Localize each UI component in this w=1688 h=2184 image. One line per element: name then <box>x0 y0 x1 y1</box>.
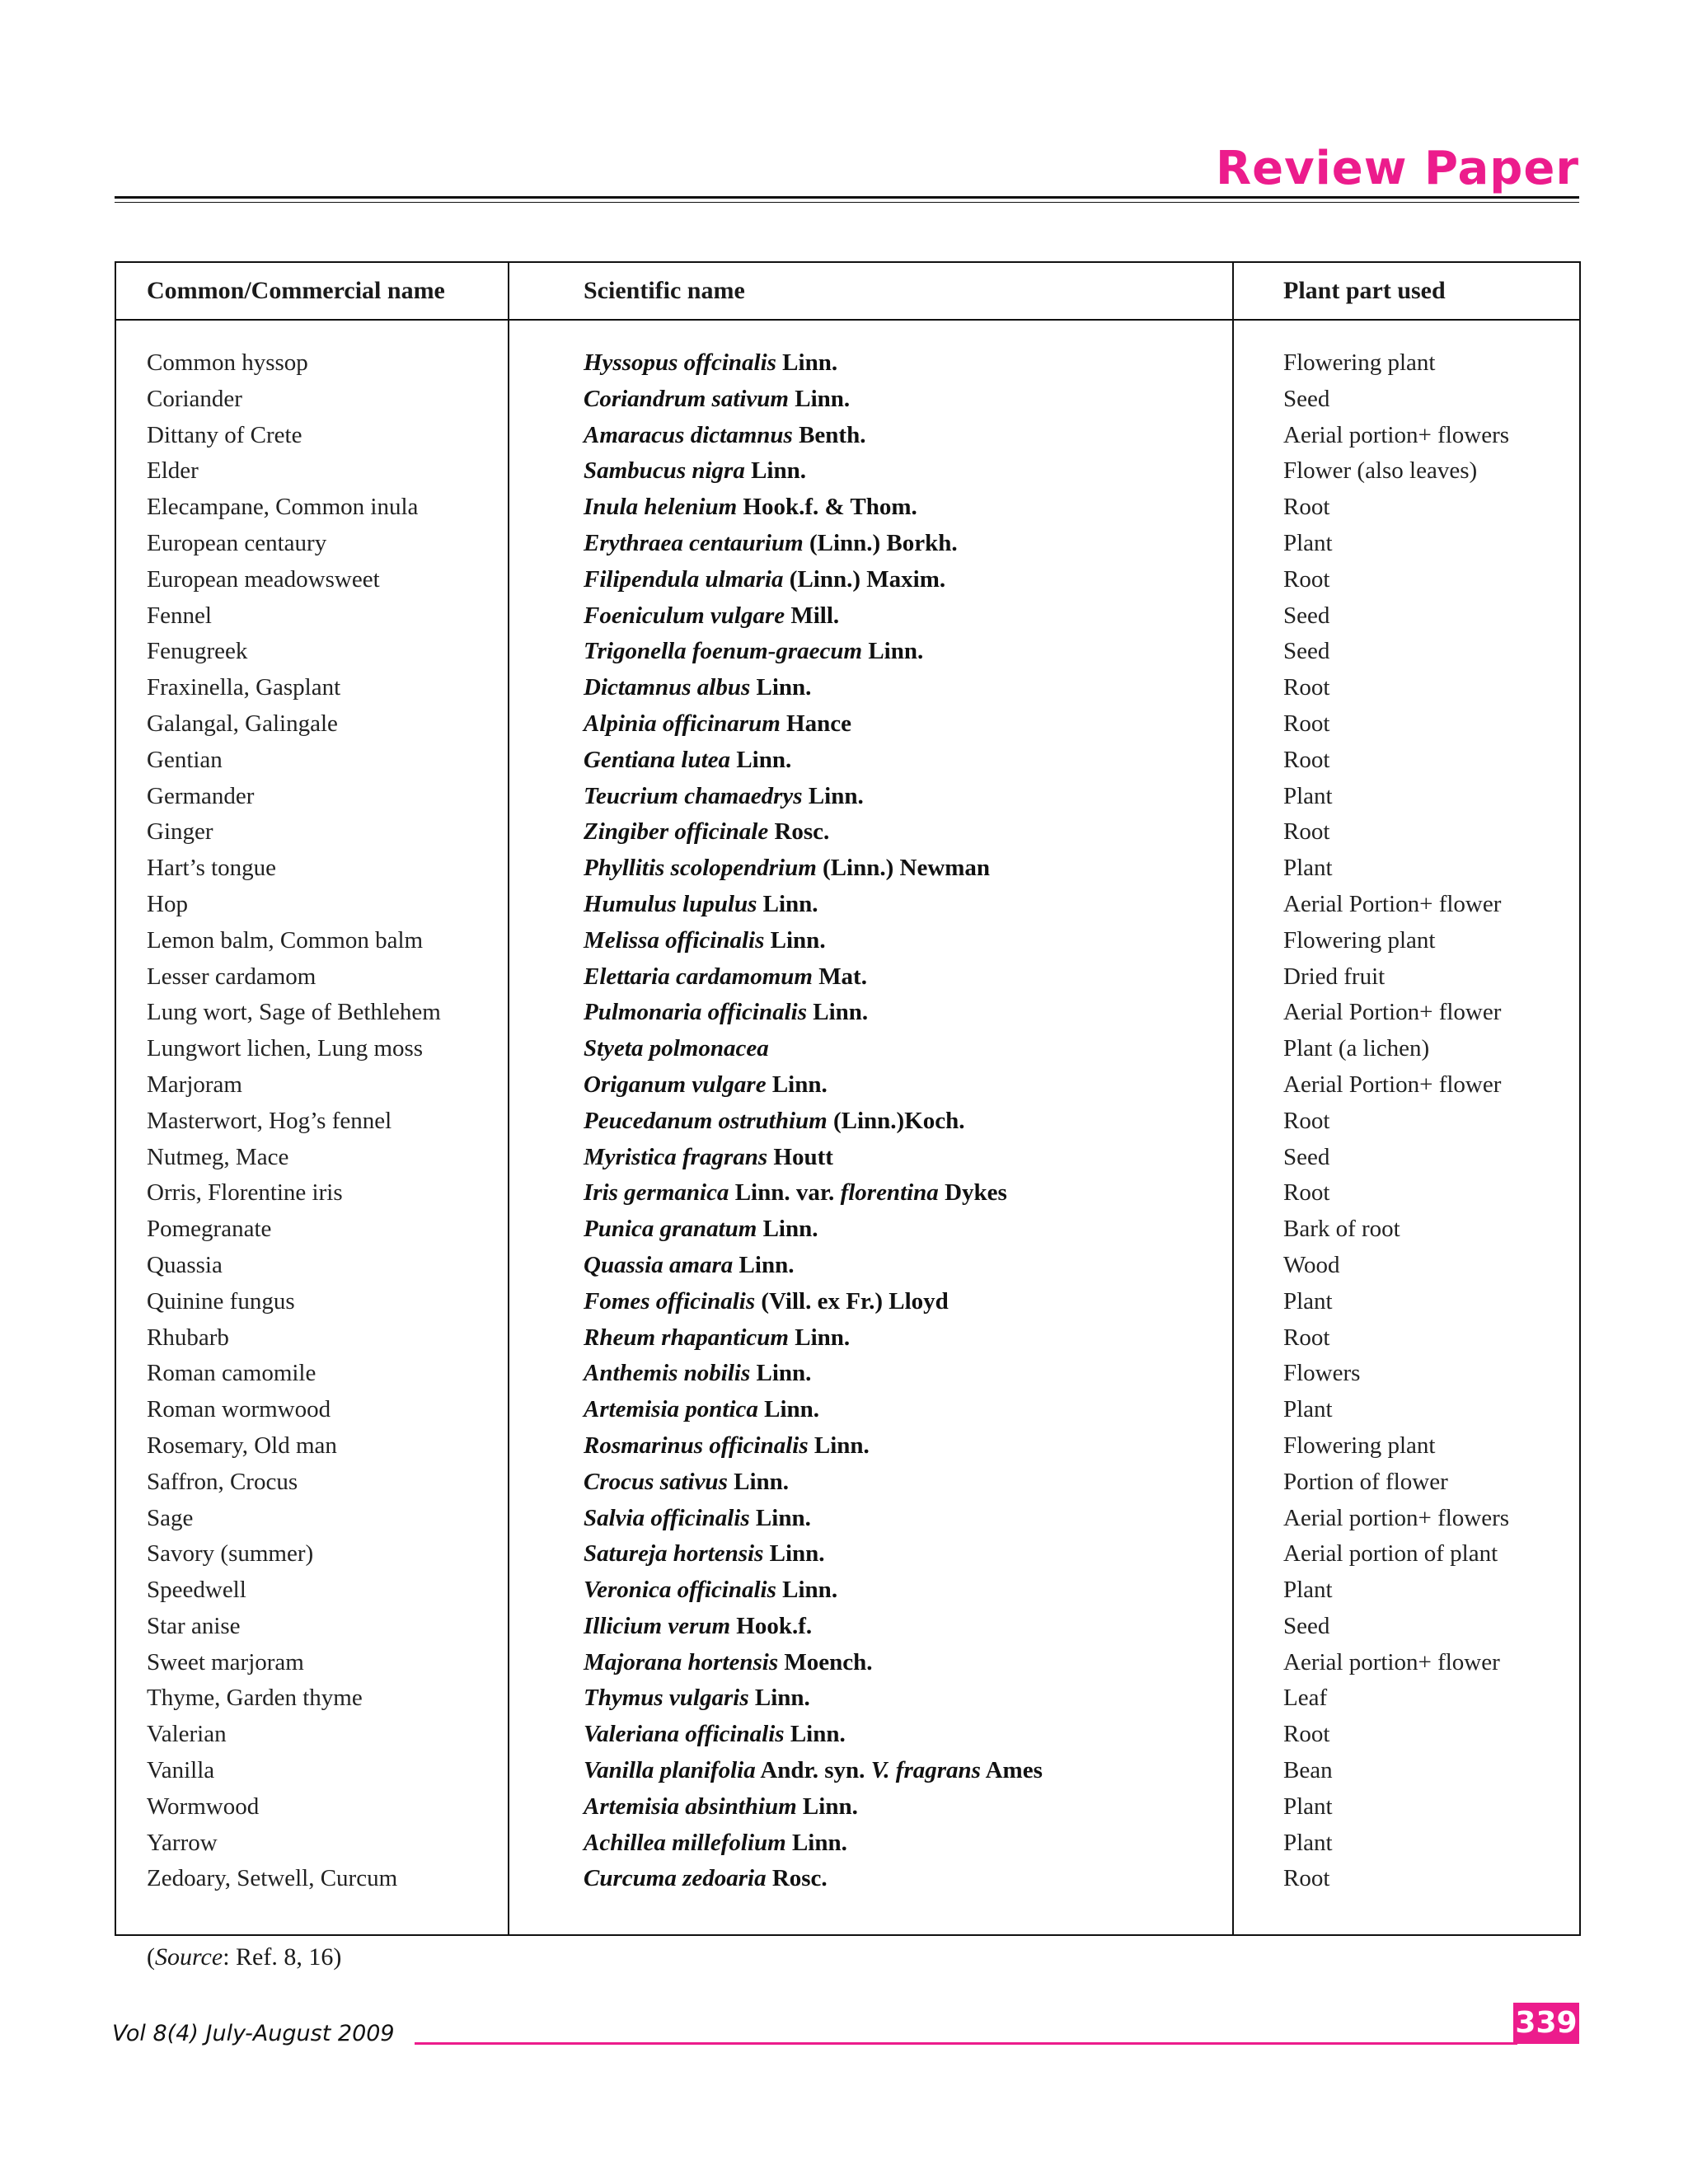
authority-name: Hance <box>786 710 851 737</box>
common-name-cell: Elder <box>147 457 199 485</box>
plant-part-cell: Root <box>1283 1865 1330 1892</box>
plant-part-cell: Flowering plant <box>1283 926 1436 954</box>
authority-name: Dykes <box>945 1179 1007 1207</box>
column-header-scientific-name: Scientific name <box>584 277 745 304</box>
plant-part-cell: Root <box>1283 1324 1330 1351</box>
common-name-cell: European centaury <box>147 529 327 556</box>
common-name-cell: Coriander <box>147 385 242 412</box>
table-row <box>116 1825 1579 1862</box>
footer-rule <box>415 2042 1517 2045</box>
common-name-cell: Thyme, Garden thyme <box>147 1685 363 1712</box>
plant-part-cell: Root <box>1283 494 1330 521</box>
scientific-name-cell <box>584 1067 828 1104</box>
plant-part-cell: Wood <box>1283 1251 1340 1278</box>
source-open-paren: ( <box>147 1943 155 1971</box>
common-name-cell: Masterwort, Hog’s fennel <box>147 1107 392 1134</box>
authority-name: Rosc. <box>774 818 830 846</box>
scientific-name-cell <box>584 743 791 779</box>
table-row <box>116 851 1579 887</box>
plant-part-cell: Root <box>1283 674 1330 701</box>
scientific-name-cell <box>584 490 917 526</box>
species-name: Thymus vulgaris <box>584 1685 749 1712</box>
species-name: Anthemis nobilis <box>584 1360 751 1387</box>
table-row <box>116 706 1579 743</box>
table-row <box>116 418 1579 454</box>
authority-name: Rosc. <box>771 1865 828 1892</box>
species-name: Pulmonaria officinalis <box>584 999 807 1026</box>
species-name: Erythraea centaurium <box>584 529 804 556</box>
scientific-name-cell <box>584 851 990 887</box>
table-row <box>116 1284 1579 1320</box>
common-name-cell: European meadowsweet <box>147 565 380 593</box>
table-row <box>116 382 1579 418</box>
species-name: florentina <box>840 1179 939 1207</box>
table-row <box>116 1536 1579 1572</box>
scientific-name-cell <box>584 1501 811 1537</box>
species-name: Fomes officinalis <box>584 1287 756 1315</box>
scientific-name-cell <box>584 1645 872 1681</box>
common-name-cell: Rhubarb <box>147 1324 229 1351</box>
plant-part-cell: Flowers <box>1283 1360 1361 1387</box>
scientific-name-cell <box>584 814 829 851</box>
species-name: Phyllitis scolopendrium <box>584 855 817 882</box>
species-name: Satureja hortensis <box>584 1540 764 1568</box>
species-name: Rheum rhapanticum <box>584 1324 789 1351</box>
table-row <box>116 1717 1579 1753</box>
authority-name: Hook.f. <box>736 1612 813 1639</box>
scientific-name-cell <box>584 1248 794 1284</box>
common-name-cell: Wormwood <box>147 1793 260 1820</box>
scientific-name-cell <box>584 1680 810 1717</box>
authority-name: (Linn.)Koch. <box>832 1107 965 1134</box>
scientific-name-cell <box>584 923 826 959</box>
table-row <box>116 1753 1579 1789</box>
authority-name: (Vill. ex Fr.) Lloyd <box>761 1287 949 1315</box>
table-row <box>116 1104 1579 1140</box>
scientific-name-cell <box>584 706 851 743</box>
plant-part-cell: Plant <box>1283 1396 1333 1423</box>
scientific-name-cell <box>584 959 867 996</box>
table-row <box>116 562 1579 598</box>
table-row <box>116 779 1579 815</box>
species-name: Melissa officinalis <box>584 926 765 954</box>
common-name-cell: Roman wormwood <box>147 1396 331 1423</box>
table-row <box>116 814 1579 851</box>
common-name-cell: Rosemary, Old man <box>147 1432 337 1459</box>
scientific-name-cell <box>584 418 865 454</box>
scientific-name-cell <box>584 1104 965 1140</box>
plant-part-cell: Root <box>1283 1107 1330 1134</box>
species-name: Elettaria cardamomum <box>584 963 813 990</box>
common-name-cell: Lung wort, Sage of Bethlehem <box>147 999 441 1026</box>
common-name-cell: Yarrow <box>147 1829 218 1856</box>
authority-name: Houtt <box>773 1143 833 1170</box>
scientific-name-cell <box>584 670 811 706</box>
authority-name: Linn. <box>795 385 851 412</box>
table-row <box>116 1861 1579 1897</box>
species-name: Valeriana officinalis <box>584 1721 785 1748</box>
authority-name: Linn. <box>808 782 864 809</box>
plant-part-cell: Bark of root <box>1283 1216 1400 1243</box>
common-name-cell: Pomegranate <box>147 1216 272 1243</box>
table-row <box>116 526 1579 562</box>
authority-name: Linn. var. <box>734 1179 835 1207</box>
common-name-cell: Saffron, Crocus <box>147 1468 298 1495</box>
common-name-cell: Hop <box>147 890 188 917</box>
common-name-cell: Valerian <box>147 1721 227 1748</box>
species-name: Origanum vulgare <box>584 1071 767 1098</box>
plant-part-cell: Seed <box>1283 1612 1330 1639</box>
table-row <box>116 1645 1579 1681</box>
table-row <box>116 1320 1579 1357</box>
species-name: Myristica fragrans <box>584 1143 768 1170</box>
plant-part-cell: Aerial portion+ flowers <box>1283 421 1510 448</box>
authority-name: Linn. <box>813 999 869 1026</box>
plant-part-cell: Aerial Portion+ flower <box>1283 1071 1502 1098</box>
plant-part-cell: Aerial portion+ flowers <box>1283 1504 1510 1531</box>
scientific-name-cell <box>584 1356 811 1392</box>
table-row <box>116 995 1579 1031</box>
table-row <box>116 1501 1579 1537</box>
species-name: Humulus lupulus <box>584 890 757 917</box>
common-name-cell: Nutmeg, Mace <box>147 1143 289 1170</box>
scientific-name-cell <box>584 634 923 670</box>
plant-part-cell: Leaf <box>1283 1685 1328 1712</box>
scientific-name-cell <box>584 1572 837 1609</box>
common-name-cell: Fenugreek <box>147 638 248 665</box>
common-name-cell: Zedoary, Setwell, Curcum <box>147 1865 398 1892</box>
plant-part-cell: Root <box>1283 710 1330 737</box>
scientific-name-cell <box>584 1031 769 1067</box>
table-row <box>116 345 1579 382</box>
common-name-cell: Dittany of Crete <box>147 421 302 448</box>
species-name: Zingiber officinale <box>584 818 769 846</box>
common-name-cell: Quinine fungus <box>147 1287 295 1315</box>
scientific-name-cell <box>584 1861 828 1897</box>
scientific-name-cell <box>584 382 850 418</box>
authority-name: Mill. <box>790 602 840 629</box>
scientific-name-cell <box>584 779 864 815</box>
plant-part-cell: Plant <box>1283 782 1333 809</box>
species-name: Salvia officinalis <box>584 1504 750 1531</box>
table-row <box>116 670 1579 706</box>
plant-part-cell: Plant <box>1283 1829 1333 1856</box>
plant-part-cell: Flowering plant <box>1283 349 1436 376</box>
authority-name: Linn. <box>868 638 924 665</box>
species-name: Iris germanica <box>584 1179 729 1207</box>
species-name: Quassia amara <box>584 1251 734 1278</box>
plant-part-cell: Root <box>1283 746 1330 773</box>
table-row <box>116 490 1579 526</box>
plant-part-cell: Portion of flower <box>1283 1468 1448 1495</box>
species-name: Artemisia absinthium <box>584 1793 797 1820</box>
authority-name: Linn. <box>736 746 792 773</box>
authority-name: Linn. <box>756 1360 812 1387</box>
scientific-name-cell <box>584 1140 833 1176</box>
authority-name: Hook.f. & Thom. <box>743 494 917 521</box>
species-name: Dictamnus albus <box>584 674 751 701</box>
scientific-name-cell <box>584 1753 1043 1789</box>
column-header-common-name: Common/Commercial name <box>147 277 445 304</box>
common-name-cell: Quassia <box>147 1251 223 1278</box>
common-name-cell: Fraxinella, Gasplant <box>147 674 341 701</box>
section-title: Review Paper <box>1215 142 1579 195</box>
common-name-cell: Roman camomile <box>147 1360 316 1387</box>
scientific-name-cell <box>584 1284 949 1320</box>
species-name: Teucrium chamaedrys <box>584 782 803 809</box>
common-name-cell: Fennel <box>147 602 212 629</box>
header-rule-thin <box>115 202 1579 203</box>
species-name: Sambucus nigra <box>584 457 745 485</box>
species-name: Gentiana lutea <box>584 746 731 773</box>
species-name: Foeniculum vulgare <box>584 602 785 629</box>
common-name-cell: Speedwell <box>147 1577 246 1604</box>
plant-table <box>115 261 1581 1936</box>
source-text: : Ref. 8, 16) <box>223 1943 342 1971</box>
authority-name: (Linn.) Borkh. <box>809 529 958 556</box>
species-name: Illicium verum <box>584 1612 731 1639</box>
authority-name: Linn. <box>782 1577 838 1604</box>
authority-name: Mat. <box>818 963 867 990</box>
table-row <box>116 1392 1579 1428</box>
authority-name: Linn. <box>738 1251 795 1278</box>
scientific-name-cell <box>584 345 837 382</box>
plant-part-cell: Aerial portion of plant <box>1283 1540 1498 1568</box>
authority-name: Linn. <box>814 1432 870 1459</box>
common-name-cell: Galangal, Galingale <box>147 710 338 737</box>
table-body <box>116 345 1579 1897</box>
table-row <box>116 1212 1579 1248</box>
table-row <box>116 1428 1579 1465</box>
authority-name: Andr. syn. <box>760 1757 865 1784</box>
plant-part-cell: Plant (a lichen) <box>1283 1035 1430 1062</box>
common-name-cell: Ginger <box>147 818 213 846</box>
common-name-cell: Sweet marjoram <box>147 1648 304 1675</box>
authority-name: Linn. <box>802 1793 858 1820</box>
scientific-name-cell <box>584 1789 858 1825</box>
authority-name: Linn. <box>751 457 806 485</box>
species-name: Filipendula ulmaria <box>584 565 784 593</box>
authority-name: Linn. <box>795 1324 851 1351</box>
authority-name: Moench. <box>784 1648 873 1675</box>
common-name-cell: Vanilla <box>147 1757 215 1784</box>
common-name-cell: Orris, Florentine iris <box>147 1179 343 1207</box>
authority-name: Linn. <box>791 1829 847 1856</box>
scientific-name-cell <box>584 453 806 490</box>
plant-part-cell: Plant <box>1283 1577 1333 1604</box>
table-row <box>116 1572 1579 1609</box>
plant-part-cell: Dried fruit <box>1283 963 1386 990</box>
common-name-cell: Germander <box>147 782 255 809</box>
journal-volume: Vol 8(4) July-August 2009 <box>112 2021 395 2046</box>
species-name: Veronica officinalis <box>584 1577 776 1604</box>
scientific-name-cell <box>584 598 839 635</box>
species-name: V. fragrans <box>870 1757 981 1784</box>
plant-part-cell: Aerial Portion+ flower <box>1283 999 1502 1026</box>
header-rule-thick <box>115 196 1579 199</box>
scientific-name-cell <box>584 1212 818 1248</box>
scientific-name-cell <box>584 526 958 562</box>
table-row <box>116 634 1579 670</box>
scientific-name-cell <box>584 1825 847 1862</box>
species-name: Artemisia pontica <box>584 1396 758 1423</box>
authority-name: Linn. <box>782 349 838 376</box>
authority-name: Ames <box>985 1757 1043 1784</box>
common-name-cell: Marjoram <box>147 1071 242 1098</box>
table-row <box>116 598 1579 635</box>
plant-part-cell: Flower (also leaves) <box>1283 457 1478 485</box>
table-row <box>116 887 1579 923</box>
plant-part-cell: Flowering plant <box>1283 1432 1436 1459</box>
column-header-plant-part: Plant part used <box>1283 277 1446 304</box>
species-name: Inula helenium <box>584 494 738 521</box>
table-row <box>116 959 1579 996</box>
plant-part-cell: Aerial Portion+ flower <box>1283 890 1502 917</box>
table-row <box>116 743 1579 779</box>
table-row <box>116 923 1579 959</box>
scientific-name-cell <box>584 995 868 1031</box>
common-name-cell: Star anise <box>147 1612 241 1639</box>
authority-name: Linn. <box>756 674 812 701</box>
plant-part-cell: Plant <box>1283 1793 1333 1820</box>
scientific-name-cell <box>584 562 945 598</box>
species-name: Styeta polmonacea <box>584 1035 769 1062</box>
common-name-cell: Lesser cardamom <box>147 963 316 990</box>
plant-part-cell: Seed <box>1283 638 1330 665</box>
authority-name: Linn. <box>762 1216 818 1243</box>
common-name-cell: Gentian <box>147 746 223 773</box>
authority-name: Linn. <box>755 1504 811 1531</box>
scientific-name-cell <box>584 1175 1007 1212</box>
species-name: Crocus sativus <box>584 1468 728 1495</box>
scientific-name-cell <box>584 1392 819 1428</box>
scientific-name-cell <box>584 1717 846 1753</box>
table-row <box>116 1175 1579 1212</box>
authority-name: Linn. <box>762 890 818 917</box>
authority-name: Linn. <box>734 1468 790 1495</box>
table-row <box>116 1465 1579 1501</box>
scientific-name-cell <box>584 1320 850 1357</box>
table-row <box>116 1248 1579 1284</box>
table-row <box>116 1356 1579 1392</box>
species-name: Achillea millefolium <box>584 1829 786 1856</box>
species-name: Curcuma zedoaria <box>584 1865 767 1892</box>
source-label: Source <box>155 1943 223 1971</box>
plant-part-cell: Bean <box>1283 1757 1333 1784</box>
table-row <box>116 453 1579 490</box>
authority-name: Linn. <box>769 1540 825 1568</box>
plant-part-cell: Root <box>1283 1721 1330 1748</box>
species-name: Alpinia officinarum <box>584 710 781 737</box>
common-name-cell: Savory (summer) <box>147 1540 314 1568</box>
species-name: Trigonella foenum-graecum <box>584 638 863 665</box>
common-name-cell: Common hyssop <box>147 349 308 376</box>
header-divider <box>116 319 1579 321</box>
table-row <box>116 1031 1579 1067</box>
authority-name: (Linn.) Maxim. <box>789 565 946 593</box>
table-row <box>116 1609 1579 1645</box>
scientific-name-cell <box>584 887 818 923</box>
species-name: Hyssopus offcinalis <box>584 349 776 376</box>
common-name-cell: Hart’s tongue <box>147 855 277 882</box>
table-row <box>116 1067 1579 1104</box>
species-name: Amaracus dictamnus <box>584 421 793 448</box>
authority-name: Linn. <box>764 1396 820 1423</box>
source-note <box>147 1941 341 1974</box>
authority-name: Linn. <box>771 1071 828 1098</box>
plant-part-cell: Root <box>1283 1179 1330 1207</box>
plant-part-cell: Seed <box>1283 1143 1330 1170</box>
species-name: Punica granatum <box>584 1216 757 1243</box>
plant-part-cell: Plant <box>1283 529 1333 556</box>
authority-name: Linn. <box>790 1721 846 1748</box>
common-name-cell: Lungwort lichen, Lung moss <box>147 1035 424 1062</box>
plant-part-cell: Aerial portion+ flower <box>1283 1648 1500 1675</box>
table-row <box>116 1680 1579 1717</box>
plant-part-cell: Root <box>1283 565 1330 593</box>
plant-part-cell: Root <box>1283 818 1330 846</box>
species-name: Peucedanum ostruthium <box>584 1107 828 1134</box>
common-name-cell: Elecampane, Common inula <box>147 494 419 521</box>
plant-part-cell: Seed <box>1283 385 1330 412</box>
scientific-name-cell <box>584 1428 870 1465</box>
species-name: Rosmarinus officinalis <box>584 1432 809 1459</box>
plant-part-cell: Seed <box>1283 602 1330 629</box>
table-row <box>116 1789 1579 1825</box>
authority-name: Linn. <box>770 926 826 954</box>
page-number: 339 <box>1513 2003 1579 2044</box>
table-row <box>116 1140 1579 1176</box>
plant-part-cell: Plant <box>1283 1287 1333 1315</box>
scientific-name-cell <box>584 1465 789 1501</box>
plant-part-cell: Plant <box>1283 855 1333 882</box>
authority-name: Benth. <box>799 421 866 448</box>
species-name: Vanilla planifolia <box>584 1757 756 1784</box>
authority-name: Linn. <box>754 1685 810 1712</box>
common-name-cell: Sage <box>147 1504 194 1531</box>
authority-name: (Linn.) Newman <box>823 855 991 882</box>
species-name: Coriandrum sativum <box>584 385 789 412</box>
scientific-name-cell <box>584 1609 812 1645</box>
scientific-name-cell <box>584 1536 825 1572</box>
species-name: Majorana hortensis <box>584 1648 779 1675</box>
common-name-cell: Lemon balm, Common balm <box>147 926 424 954</box>
